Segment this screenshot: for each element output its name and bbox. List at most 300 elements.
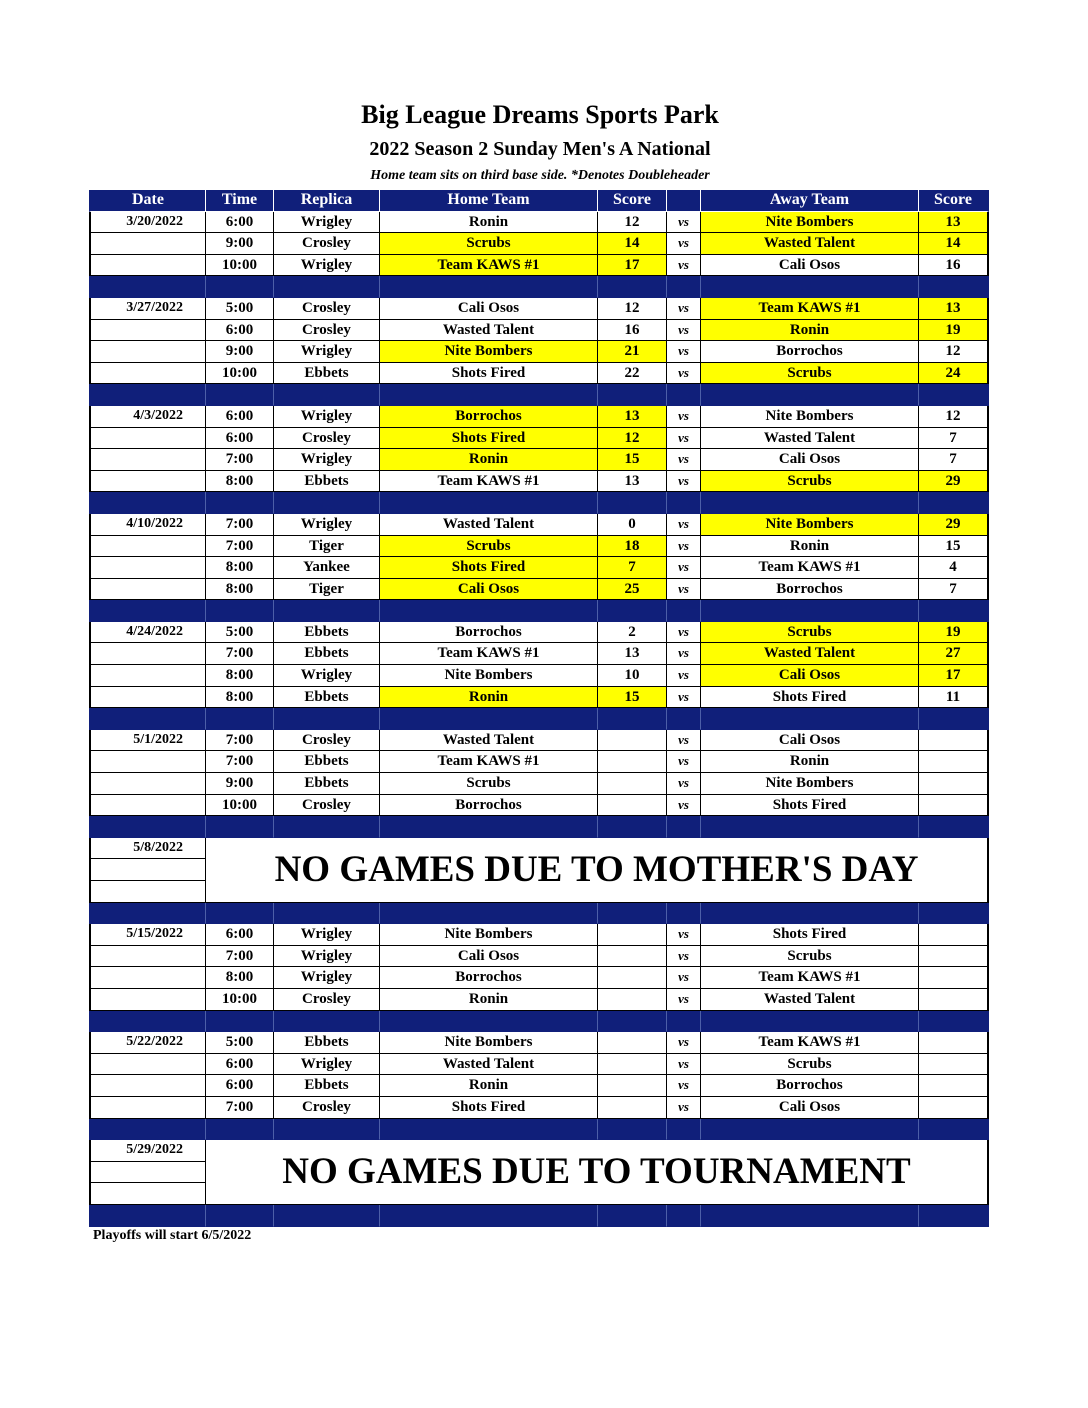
game-time: 5:00 <box>206 298 274 320</box>
separator-cell <box>701 384 919 406</box>
game-row <box>89 341 989 363</box>
separator-cell <box>701 1205 919 1227</box>
away-score: 4 <box>919 557 989 579</box>
away-team: Team KAWS #1 <box>701 298 919 320</box>
game-field: Wrigley <box>274 449 380 471</box>
separator-cell <box>598 708 667 730</box>
home-score: 21 <box>598 341 667 363</box>
game-time: 10:00 <box>206 795 274 817</box>
away-score: 24 <box>919 363 989 385</box>
separator-cell <box>667 816 701 838</box>
home-team: Scrubs <box>380 536 598 558</box>
blank-date-cell <box>89 320 206 342</box>
blank-date-cell <box>89 687 206 709</box>
separator-cell <box>274 1119 380 1141</box>
home-team: Ronin <box>380 212 598 234</box>
game-field: Ebbets <box>274 363 380 385</box>
away-team: Borrochos <box>701 1075 919 1097</box>
no-games-message: NO GAMES DUE TO MOTHER'S DAY <box>206 838 989 903</box>
separator-cell <box>701 708 919 730</box>
home-score: 22 <box>598 363 667 385</box>
week-separator-row <box>89 1205 989 1227</box>
blank-date-cell <box>91 1162 206 1184</box>
away-team: Cali Osos <box>701 1097 919 1119</box>
game-row <box>89 1054 989 1076</box>
home-score: 0 <box>598 514 667 536</box>
blank-date-cell <box>89 471 206 493</box>
game-time: 7:00 <box>206 536 274 558</box>
game-row <box>89 406 989 428</box>
game-time: 8:00 <box>206 471 274 493</box>
away-score <box>919 773 989 795</box>
home-score: 17 <box>598 255 667 277</box>
away-team: Nite Bombers <box>701 406 919 428</box>
blank-date-cell <box>89 1075 206 1097</box>
week-separator-row <box>89 384 989 406</box>
game-time: 6:00 <box>206 406 274 428</box>
home-score: 12 <box>598 298 667 320</box>
vs-label: vs <box>667 622 701 644</box>
away-team: Team KAWS #1 <box>701 557 919 579</box>
home-score <box>598 967 667 989</box>
home-score: 15 <box>598 687 667 709</box>
week-date: 4/24/2022 <box>89 622 206 644</box>
home-team: Wasted Talent <box>380 1054 598 1076</box>
away-score: 19 <box>919 622 989 644</box>
vs-label: vs <box>667 428 701 450</box>
blank-date-cell <box>91 881 206 903</box>
vs-label: vs <box>667 665 701 687</box>
separator-cell <box>206 1011 274 1033</box>
vs-label: vs <box>667 557 701 579</box>
game-field: Wrigley <box>274 665 380 687</box>
away-team: Borrochos <box>701 341 919 363</box>
game-time: 7:00 <box>206 946 274 968</box>
vs-label: vs <box>667 924 701 946</box>
away-team: Team KAWS #1 <box>701 1032 919 1054</box>
separator-cell <box>919 492 989 514</box>
separator-cell <box>380 1119 598 1141</box>
home-score: 13 <box>598 471 667 493</box>
home-team: Scrubs <box>380 773 598 795</box>
away-team: Scrubs <box>701 946 919 968</box>
separator-cell <box>919 384 989 406</box>
page-title: Big League Dreams Sports Park <box>361 100 719 129</box>
blank-date-cell <box>89 946 206 968</box>
away-team: Wasted Talent <box>701 643 919 665</box>
away-team: Scrubs <box>701 622 919 644</box>
header-replica: Replica <box>274 190 380 212</box>
vs-label: vs <box>667 1032 701 1054</box>
vs-label: vs <box>667 967 701 989</box>
game-time: 6:00 <box>206 428 274 450</box>
separator-cell <box>701 903 919 925</box>
away-score <box>919 1054 989 1076</box>
away-score: 29 <box>919 471 989 493</box>
home-team: Borrochos <box>380 795 598 817</box>
home-score <box>598 730 667 752</box>
separator-cell <box>89 903 206 925</box>
home-score: 18 <box>598 536 667 558</box>
separator-cell <box>667 384 701 406</box>
separator-cell <box>89 1205 206 1227</box>
game-time: 7:00 <box>206 643 274 665</box>
separator-cell <box>667 492 701 514</box>
vs-label: vs <box>667 773 701 795</box>
home-score: 12 <box>598 212 667 234</box>
separator-cell <box>380 1205 598 1227</box>
game-row <box>89 665 989 687</box>
separator-cell <box>701 1011 919 1033</box>
game-field: Wrigley <box>274 1054 380 1076</box>
separator-cell <box>206 600 274 622</box>
vs-label: vs <box>667 536 701 558</box>
game-time: 8:00 <box>206 687 274 709</box>
vs-label: vs <box>667 751 701 773</box>
home-team: Team KAWS #1 <box>380 751 598 773</box>
home-score: 25 <box>598 579 667 601</box>
away-team: Cali Osos <box>701 255 919 277</box>
away-team: Cali Osos <box>701 665 919 687</box>
separator-cell <box>701 1119 919 1141</box>
blank-date-cell <box>89 255 206 277</box>
week-separator-row <box>89 600 989 622</box>
separator-cell <box>598 1205 667 1227</box>
game-time: 8:00 <box>206 967 274 989</box>
separator-cell <box>667 276 701 298</box>
home-team: Shots Fired <box>380 363 598 385</box>
header-home-team: Home Team <box>380 190 598 212</box>
separator-cell <box>598 600 667 622</box>
away-score: 7 <box>919 428 989 450</box>
no-games-block <box>89 1140 989 1205</box>
game-time: 10:00 <box>206 989 274 1011</box>
game-time: 10:00 <box>206 363 274 385</box>
game-field: Wrigley <box>274 341 380 363</box>
game-field: Crosley <box>274 233 380 255</box>
home-score: 16 <box>598 320 667 342</box>
game-time: 6:00 <box>206 1075 274 1097</box>
home-team: Shots Fired <box>380 557 598 579</box>
away-team: Scrubs <box>701 363 919 385</box>
away-team: Shots Fired <box>701 795 919 817</box>
separator-cell <box>919 816 989 838</box>
separator-cell <box>701 816 919 838</box>
separator-cell <box>89 600 206 622</box>
away-score: 15 <box>919 536 989 558</box>
week-separator-row <box>89 816 989 838</box>
week-separator-row <box>89 1011 989 1033</box>
away-team: Nite Bombers <box>701 212 919 234</box>
separator-cell <box>274 1205 380 1227</box>
separator-cell <box>206 1119 274 1141</box>
vs-label: vs <box>667 320 701 342</box>
header-away-team: Away Team <box>701 190 919 212</box>
game-field: Crosley <box>274 320 380 342</box>
game-time: 7:00 <box>206 514 274 536</box>
away-score <box>919 1032 989 1054</box>
away-team: Cali Osos <box>701 730 919 752</box>
header-home-score: Score <box>598 190 667 212</box>
vs-label: vs <box>667 449 701 471</box>
separator-cell <box>598 492 667 514</box>
game-row <box>89 428 989 450</box>
game-field: Crosley <box>274 795 380 817</box>
separator-cell <box>919 600 989 622</box>
separator-cell <box>380 903 598 925</box>
game-row <box>89 471 989 493</box>
away-team: Team KAWS #1 <box>701 967 919 989</box>
week-date: 5/15/2022 <box>89 924 206 946</box>
vs-label: vs <box>667 643 701 665</box>
game-row <box>89 320 989 342</box>
away-score <box>919 989 989 1011</box>
separator-cell <box>274 903 380 925</box>
blank-date-cell <box>89 363 206 385</box>
game-field: Ebbets <box>274 1075 380 1097</box>
home-team: Cali Osos <box>380 298 598 320</box>
home-team: Wasted Talent <box>380 320 598 342</box>
game-row <box>89 233 989 255</box>
home-team: Nite Bombers <box>380 1032 598 1054</box>
game-time: 6:00 <box>206 924 274 946</box>
away-team: Cali Osos <box>701 449 919 471</box>
away-score <box>919 795 989 817</box>
page-subtitle: 2022 Season 2 Sunday Men's A National <box>369 138 711 160</box>
game-row <box>89 730 989 752</box>
away-team: Shots Fired <box>701 924 919 946</box>
table-header-row <box>89 190 989 212</box>
away-team: Ronin <box>701 320 919 342</box>
home-team: Shots Fired <box>380 1097 598 1119</box>
blank-date-cell <box>89 449 206 471</box>
away-score: 11 <box>919 687 989 709</box>
game-time: 7:00 <box>206 449 274 471</box>
away-score: 13 <box>919 298 989 320</box>
away-score: 29 <box>919 514 989 536</box>
home-score <box>598 1097 667 1119</box>
separator-cell <box>89 276 206 298</box>
away-score <box>919 924 989 946</box>
away-score <box>919 751 989 773</box>
separator-cell <box>380 384 598 406</box>
vs-label: vs <box>667 1054 701 1076</box>
separator-cell <box>89 384 206 406</box>
away-team: Scrubs <box>701 471 919 493</box>
separator-cell <box>274 1011 380 1033</box>
game-time: 10:00 <box>206 255 274 277</box>
vs-label: vs <box>667 579 701 601</box>
away-score: 7 <box>919 449 989 471</box>
blank-date-cell <box>89 795 206 817</box>
home-team: Borrochos <box>380 406 598 428</box>
away-score: 16 <box>919 255 989 277</box>
separator-cell <box>274 492 380 514</box>
game-row <box>89 557 989 579</box>
game-row <box>89 795 989 817</box>
separator-cell <box>206 492 274 514</box>
separator-cell <box>667 708 701 730</box>
separator-cell <box>274 384 380 406</box>
game-field: Ebbets <box>274 622 380 644</box>
away-score: 17 <box>919 665 989 687</box>
home-score: 13 <box>598 643 667 665</box>
separator-cell <box>380 600 598 622</box>
away-score: 12 <box>919 406 989 428</box>
week-date: 5/1/2022 <box>89 730 206 752</box>
blank-date-cell <box>89 557 206 579</box>
separator-cell <box>598 1011 667 1033</box>
separator-cell <box>89 1011 206 1033</box>
blank-date-cell <box>89 751 206 773</box>
separator-cell <box>380 816 598 838</box>
week-separator-row <box>89 276 989 298</box>
week-separator-row <box>89 903 989 925</box>
vs-label: vs <box>667 298 701 320</box>
away-team: Nite Bombers <box>701 773 919 795</box>
vs-label: vs <box>667 255 701 277</box>
blank-date-cell <box>89 233 206 255</box>
vs-label: vs <box>667 946 701 968</box>
game-field: Ebbets <box>274 643 380 665</box>
separator-cell <box>598 1119 667 1141</box>
separator-cell <box>206 1205 274 1227</box>
home-team: Nite Bombers <box>380 665 598 687</box>
week-separator-row <box>89 708 989 730</box>
blank-date-cell <box>89 341 206 363</box>
game-row <box>89 449 989 471</box>
away-team: Ronin <box>701 536 919 558</box>
vs-label: vs <box>667 1097 701 1119</box>
game-row <box>89 967 989 989</box>
separator-cell <box>598 276 667 298</box>
separator-cell <box>206 816 274 838</box>
game-field: Ebbets <box>274 1032 380 1054</box>
home-score <box>598 989 667 1011</box>
week-date: 5/22/2022 <box>89 1032 206 1054</box>
game-field: Crosley <box>274 428 380 450</box>
header-date: Date <box>89 190 206 212</box>
separator-cell <box>598 384 667 406</box>
home-team: Ronin <box>380 449 598 471</box>
separator-cell <box>89 1119 206 1141</box>
header-time: Time <box>206 190 274 212</box>
game-time: 7:00 <box>206 730 274 752</box>
home-score: 12 <box>598 428 667 450</box>
blank-date-cell <box>89 536 206 558</box>
away-team: Borrochos <box>701 579 919 601</box>
game-time: 8:00 <box>206 579 274 601</box>
home-score <box>598 924 667 946</box>
game-field: Wrigley <box>274 946 380 968</box>
separator-cell <box>206 384 274 406</box>
game-field: Ebbets <box>274 471 380 493</box>
home-team: Nite Bombers <box>380 924 598 946</box>
vs-label: vs <box>667 730 701 752</box>
blank-date-cell <box>89 967 206 989</box>
home-team: Borrochos <box>380 622 598 644</box>
away-team: Wasted Talent <box>701 989 919 1011</box>
home-score <box>598 1054 667 1076</box>
game-time: 8:00 <box>206 557 274 579</box>
week-date: 5/29/2022 <box>91 1140 206 1162</box>
game-row <box>89 687 989 709</box>
separator-cell <box>274 600 380 622</box>
game-time: 9:00 <box>206 233 274 255</box>
blank-date-cell <box>89 773 206 795</box>
home-team: Borrochos <box>380 967 598 989</box>
game-field: Ebbets <box>274 773 380 795</box>
separator-cell <box>667 1011 701 1033</box>
blank-date-cell <box>89 643 206 665</box>
game-row <box>89 255 989 277</box>
home-team: Team KAWS #1 <box>380 643 598 665</box>
game-field: Crosley <box>274 989 380 1011</box>
game-row <box>89 579 989 601</box>
home-team: Ronin <box>380 1075 598 1097</box>
game-row <box>89 946 989 968</box>
home-team: Wasted Talent <box>380 730 598 752</box>
game-field: Ebbets <box>274 687 380 709</box>
game-time: 8:00 <box>206 665 274 687</box>
vs-label: vs <box>667 514 701 536</box>
game-row <box>89 1075 989 1097</box>
away-team: Ronin <box>701 751 919 773</box>
separator-cell <box>89 708 206 730</box>
header-away-score: Score <box>919 190 989 212</box>
away-team: Shots Fired <box>701 687 919 709</box>
schedule-table <box>89 190 989 1227</box>
game-time: 5:00 <box>206 622 274 644</box>
separator-cell <box>380 492 598 514</box>
separator-cell <box>701 276 919 298</box>
date-column <box>89 1140 206 1205</box>
separator-cell <box>274 276 380 298</box>
home-score <box>598 795 667 817</box>
away-score: 19 <box>919 320 989 342</box>
game-row <box>89 924 989 946</box>
home-score: 10 <box>598 665 667 687</box>
vs-label: vs <box>667 989 701 1011</box>
week-separator-row <box>89 1119 989 1141</box>
playoffs-note: Playoffs will start 6/5/2022 <box>93 1228 252 1243</box>
week-date: 4/3/2022 <box>89 406 206 428</box>
away-score: 14 <box>919 233 989 255</box>
away-score <box>919 730 989 752</box>
home-team: Ronin <box>380 989 598 1011</box>
game-time: 7:00 <box>206 1097 274 1119</box>
separator-cell <box>701 492 919 514</box>
separator-cell <box>380 708 598 730</box>
away-team: Nite Bombers <box>701 514 919 536</box>
game-field: Tiger <box>274 536 380 558</box>
game-time: 6:00 <box>206 1054 274 1076</box>
game-row <box>89 751 989 773</box>
no-games-message: NO GAMES DUE TO TOURNAMENT <box>206 1140 989 1205</box>
blank-date-cell <box>89 1097 206 1119</box>
week-date: 3/27/2022 <box>89 298 206 320</box>
away-score: 27 <box>919 643 989 665</box>
blank-date-cell <box>91 1183 206 1205</box>
game-row <box>89 1032 989 1054</box>
game-row <box>89 536 989 558</box>
home-team: Team KAWS #1 <box>380 255 598 277</box>
game-row <box>89 989 989 1011</box>
separator-cell <box>206 276 274 298</box>
separator-cell <box>667 1205 701 1227</box>
game-field: Wrigley <box>274 514 380 536</box>
header-vs <box>667 190 701 212</box>
